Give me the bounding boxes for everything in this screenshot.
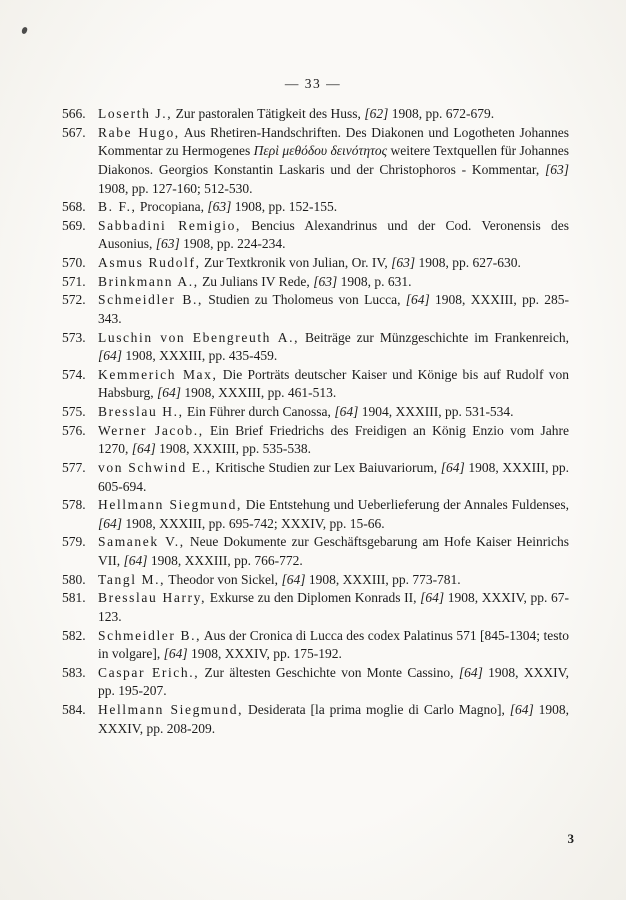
reference-number: [64] bbox=[163, 646, 188, 662]
entry-title-and-reference: Ein Führer durch Canossa, [64] 1904, XXXIII, pp. 531-534. bbox=[183, 404, 514, 419]
entry-text bbox=[98, 496, 569, 533]
entry-title-and-reference: Aus der Cronica di Lucca des codex Palatinus 571 [845-1304; testo in volgare], [64] 1908, XXXIV, pp. 175-192. bbox=[98, 627, 569, 662]
entry-number: 578. bbox=[62, 497, 86, 513]
bibliography-entry bbox=[62, 496, 569, 533]
reference-number: [64] bbox=[440, 459, 465, 475]
entry-title-and-reference: Beiträge zur Münzgeschichte im Frankenreich, [64] 1908, XXXIII, pp. 435-459. bbox=[98, 329, 570, 364]
bibliography-entry bbox=[62, 533, 569, 570]
entry-number: 568. bbox=[62, 199, 86, 215]
entry-text bbox=[98, 664, 569, 701]
reference-number: [62] bbox=[364, 106, 389, 121]
entry-number: 569. bbox=[62, 217, 86, 233]
entry-text bbox=[98, 533, 569, 570]
entry-author: Sabbadini Remigio, bbox=[98, 217, 241, 233]
entry-author: Asmus Rudolf, bbox=[98, 255, 201, 270]
entry-number: 574. bbox=[62, 366, 86, 382]
entry-text bbox=[98, 627, 569, 664]
page-footer bbox=[568, 831, 575, 847]
entry-text bbox=[98, 701, 569, 738]
entry-number: 580. bbox=[62, 571, 86, 587]
bibliography-entry bbox=[62, 701, 569, 738]
page-header bbox=[0, 0, 626, 92]
entry-number: 577. bbox=[62, 459, 86, 475]
bibliography-entry bbox=[62, 105, 569, 124]
entry-title-and-reference: Zu Julians IV Rede, [63] 1908, p. 631. bbox=[198, 273, 412, 289]
reference-number: [64] bbox=[458, 664, 483, 680]
entry-text bbox=[98, 291, 569, 328]
entry-number: 571. bbox=[62, 273, 86, 289]
bibliography-entry bbox=[62, 291, 569, 328]
reference-number: [64] bbox=[98, 515, 123, 531]
entry-author: B. F., bbox=[98, 199, 137, 215]
entry-author: Bresslau H., bbox=[98, 404, 184, 419]
entry-title-and-reference: Ein Brief Friedrichs des Freidigen an König Enzio vom Jahre 1270, [64] 1908, XXXIII, pp. 535-538. bbox=[98, 422, 569, 457]
entry-text bbox=[98, 422, 569, 459]
entry-title-and-reference: Zur ältesten Geschichte von Monte Cassino, [64] 1908, XXXIV, pp. 195-207. bbox=[98, 664, 569, 699]
entry-number: 581. bbox=[62, 590, 86, 606]
entry-author: Tangl M., bbox=[98, 571, 166, 587]
entry-title-and-reference: Procopiana, [63] 1908, pp. 152-155. bbox=[136, 199, 338, 215]
entry-title-and-reference: Aus Rhetiren-Handschriften. Des Diakonen und Logotheten Johannes Kommentar zu Hermogenes Περὶ μεθόδου δεινότητος weitere Textquellen für Johannes Diakonos. Georgios Konstantin Laskaris und der Christophoros - Kommentar, [63] 1908, pp. 127-160; 512-530. bbox=[98, 124, 569, 196]
bibliography-entry bbox=[62, 124, 569, 199]
entry-number: 584. bbox=[62, 702, 86, 717]
entry-number: 570. bbox=[62, 255, 86, 270]
reference-number: [63] bbox=[391, 255, 416, 270]
entry-author: Loserth J., bbox=[98, 106, 173, 121]
bibliography-entry bbox=[62, 403, 569, 422]
reference-number: [64] bbox=[509, 702, 534, 717]
entry-title-and-reference: Die Entstehung und Ueberlieferung der Annales Fuldenses, [64] 1908, XXXIII, pp. 695-742; XXXIV, pp. 15-66. bbox=[98, 497, 569, 531]
page-number-bottom: 3 bbox=[567, 831, 574, 846]
entry-number: 582. bbox=[62, 627, 86, 643]
entry-author: Schmeidler B., bbox=[98, 292, 203, 308]
entry-author: Brinkmann A., bbox=[98, 273, 199, 289]
reference-number: [64] bbox=[420, 590, 445, 606]
reference-number: [64] bbox=[157, 385, 182, 401]
bibliography-entry bbox=[62, 273, 569, 292]
entry-author: Hellmann Siegmund, bbox=[98, 702, 244, 717]
reference-number: [64] bbox=[281, 571, 306, 587]
bibliography-entry bbox=[62, 329, 569, 366]
reference-number: [63] bbox=[155, 236, 180, 252]
greek-text: Περὶ μεθόδου δεινότητος bbox=[253, 143, 388, 159]
entry-text bbox=[98, 459, 569, 496]
bibliography-entry bbox=[62, 589, 569, 626]
entry-author: Rabe Hugo, bbox=[98, 124, 180, 140]
entry-text bbox=[98, 198, 569, 217]
entry-author: Caspar Erich., bbox=[98, 664, 200, 680]
reference-number: [64] bbox=[123, 553, 148, 568]
bibliography-entry bbox=[62, 571, 569, 590]
bibliography-entry bbox=[62, 254, 569, 273]
bibliography-entry bbox=[62, 422, 569, 459]
bibliography-entry bbox=[62, 198, 569, 217]
bibliography-entry bbox=[62, 627, 569, 664]
entry-title-and-reference: Exkurse zu den Diplomen Konrads II, [64] 1908, XXXIV, pp. 67-123. bbox=[98, 590, 569, 624]
entry-number: 572. bbox=[62, 292, 86, 308]
entry-title-and-reference: Bencius Alexandrinus und der Cod. Veronensis des Ausonius, [63] 1908, pp. 224-234. bbox=[98, 217, 569, 252]
entry-author: Kemmerich Max, bbox=[98, 366, 218, 382]
entry-number: 575. bbox=[62, 404, 86, 419]
entry-text bbox=[98, 105, 569, 124]
reference-number: [64] bbox=[405, 292, 430, 308]
entry-number: 576. bbox=[62, 422, 86, 438]
entry-text bbox=[98, 254, 569, 273]
reference-number: [64] bbox=[98, 348, 123, 364]
entry-title-and-reference: Die Porträts deutscher Kaiser und Könige bis auf Rudolf von Habsburg, [64] 1908, XXXIII, pp. 461-513. bbox=[98, 366, 569, 401]
reference-number: [63] bbox=[313, 273, 338, 289]
entry-author: Luschin von Ebengreuth A., bbox=[98, 329, 300, 345]
entry-title-and-reference: Neue Dokumente zur Geschäftsgebarung am Hofe Kaiser Heinrichs VII, [64] 1908, XXXIII, pp. 766-772. bbox=[98, 534, 569, 568]
reference-number: [64] bbox=[334, 404, 359, 419]
bibliography-entry bbox=[62, 217, 569, 254]
page-number-top: — 33 — bbox=[284, 76, 342, 91]
entry-author: Hellmann Siegmund, bbox=[98, 497, 242, 513]
entry-number: 566. bbox=[62, 106, 86, 121]
bibliography-entry bbox=[62, 459, 569, 496]
entry-title-and-reference: Theodor von Sickel, [64] 1908, XXXIII, pp. 773-781. bbox=[165, 571, 461, 587]
entry-number: 583. bbox=[62, 664, 86, 680]
entry-author: von Schwind E., bbox=[98, 459, 212, 475]
entry-author: Schmeidler B., bbox=[98, 627, 202, 643]
bibliography-entry bbox=[62, 366, 569, 403]
reference-number: [63] bbox=[544, 161, 569, 177]
bibliography-entry bbox=[62, 664, 569, 701]
entry-text bbox=[98, 273, 569, 292]
entry-text bbox=[98, 366, 569, 403]
entry-title-and-reference: Desiderata [la prima moglie di Carlo Magno], [64] 1908, XXXIV, pp. 208-209. bbox=[98, 702, 569, 736]
entry-number: 573. bbox=[62, 329, 86, 345]
entry-text bbox=[98, 124, 569, 199]
entry-author: Werner Jacob., bbox=[98, 422, 204, 438]
entry-text bbox=[98, 589, 569, 626]
entry-text bbox=[98, 217, 569, 254]
entry-text bbox=[98, 571, 569, 590]
entry-title-and-reference: Kritische Studien zur Lex Baiuvariorum, [64] 1908, XXXIII, pp. 605-694. bbox=[98, 459, 569, 494]
entry-title-and-reference: Zur pastoralen Tätigkeit des Huss, [62] 1908, pp. 672-679. bbox=[172, 106, 495, 121]
entry-number: 567. bbox=[62, 124, 86, 140]
entry-title-and-reference: Zur Textkronik von Julian, Or. IV, [63] 1908, pp. 627-630. bbox=[200, 255, 521, 270]
entry-text bbox=[98, 403, 569, 422]
bibliography-list bbox=[62, 105, 569, 738]
entry-title-and-reference: Studien zu Tholomeus von Lucca, [64] 1908, XXXIII, pp. 285-343. bbox=[98, 292, 569, 326]
entry-text bbox=[98, 329, 569, 366]
entry-number: 579. bbox=[62, 534, 86, 550]
reference-number: [63] bbox=[207, 199, 232, 215]
reference-number: [64] bbox=[131, 441, 156, 457]
entry-author: Samanek V., bbox=[98, 534, 185, 550]
entry-author: Bresslau Harry, bbox=[98, 590, 207, 606]
